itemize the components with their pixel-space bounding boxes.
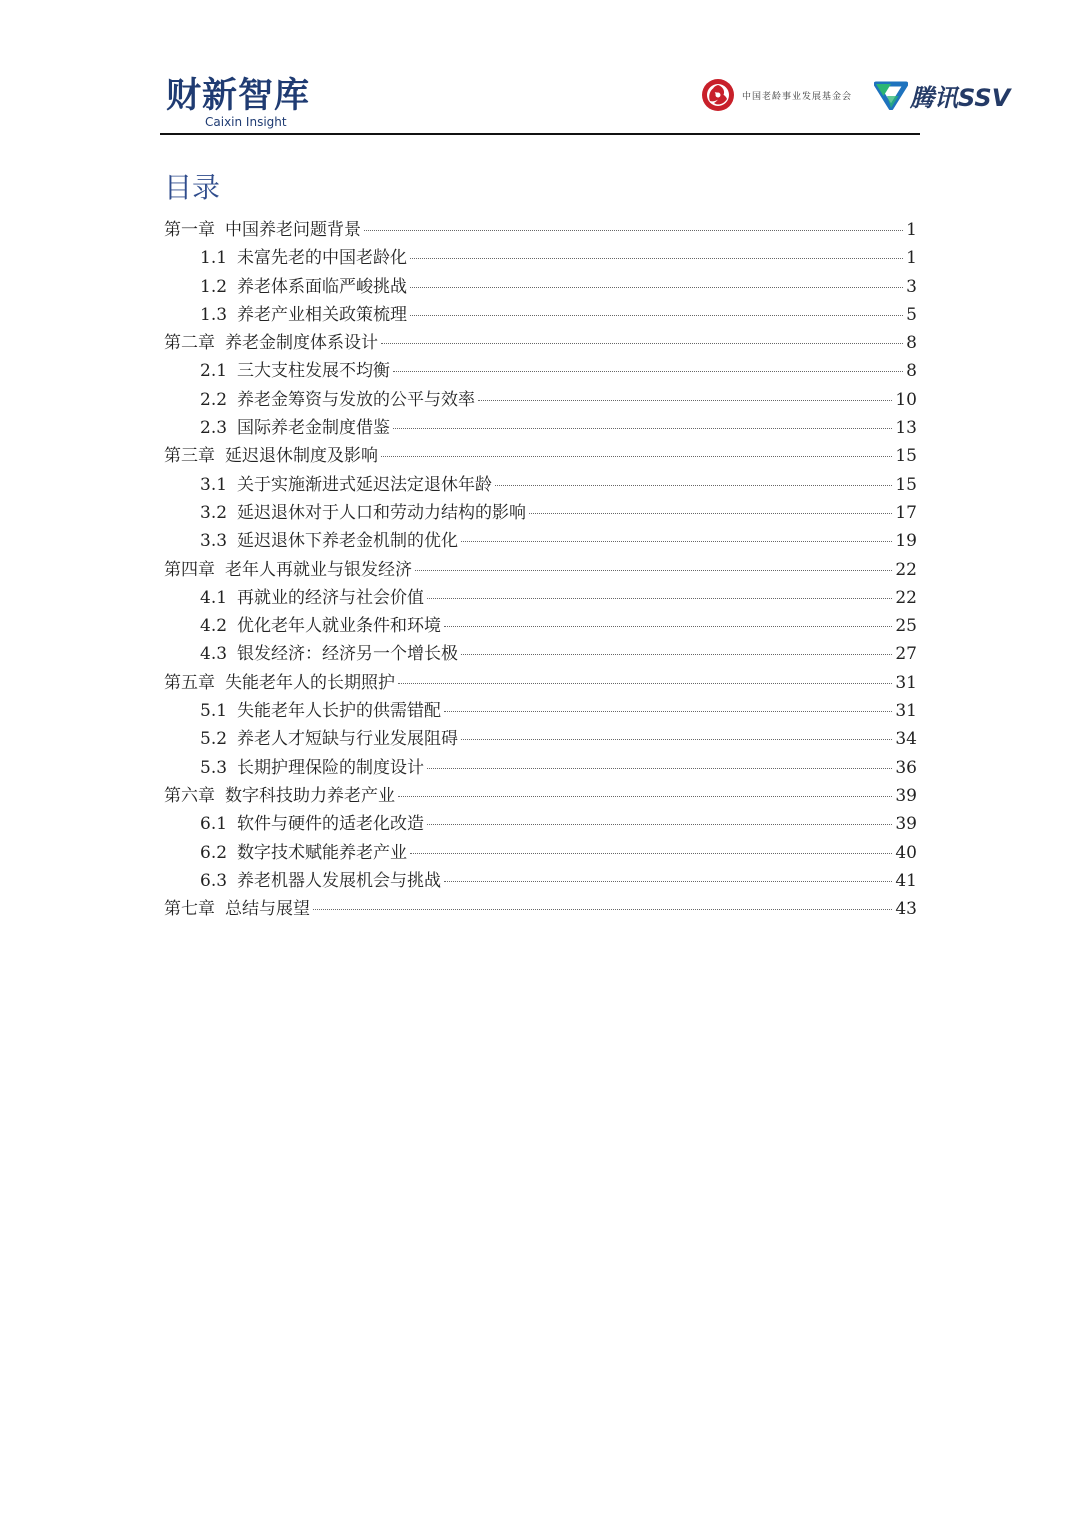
toc-dot-leader (393, 371, 903, 372)
brand-title: 财新智库 (166, 76, 311, 116)
toc-entry-title: 养老金制度体系设计 (225, 333, 378, 354)
toc-entry-number: 第六章 (164, 785, 215, 806)
page-header (160, 72, 1011, 134)
toc-entry-number: 2.2 (200, 389, 228, 410)
toc-entry-title: 养老产业相关政策梳理 (237, 304, 408, 325)
toc-entry-number: 6.1 (200, 814, 228, 835)
toc-section-entry[interactable] (164, 612, 917, 640)
tencent-name: 腾讯SSV (910, 83, 1011, 112)
toc-dot-leader (410, 853, 892, 854)
toc-section-entry[interactable] (164, 386, 917, 414)
toc-page-number: 8 (906, 333, 917, 354)
toc-page-number: 5 (906, 304, 917, 325)
toc-entry-title: 延迟退休下养老金机制的优化 (237, 531, 459, 552)
toc-page-number: 31 (895, 672, 917, 693)
tencent-logo (874, 78, 1010, 112)
toc-page-number: 40 (895, 842, 917, 863)
toc-dot-leader (461, 541, 892, 542)
toc-dot-leader (529, 513, 892, 514)
toc-entry-number: 3.3 (200, 531, 228, 552)
toc-entry-number: 3.2 (200, 502, 228, 523)
toc-entry-number: 4.3 (200, 644, 228, 665)
table-of-contents (164, 216, 917, 923)
toc-entry-number: 2.1 (200, 361, 228, 382)
toc-dot-leader (410, 258, 903, 259)
partner-logo (700, 78, 852, 112)
toc-entry-title: 数字技术赋能养老产业 (237, 842, 408, 863)
toc-entry-title: 养老体系面临严峻挑战 (237, 276, 408, 297)
header-divider (160, 133, 920, 135)
toc-entry-number: 1.1 (200, 248, 228, 269)
toc-dot-leader (381, 456, 892, 457)
toc-chapter-entry[interactable] (164, 442, 917, 470)
toc-section-entry[interactable] (164, 471, 917, 499)
toc-chapter-entry[interactable] (164, 669, 917, 697)
toc-page-number: 1 (906, 248, 917, 269)
toc-page-number: 27 (895, 644, 917, 665)
toc-entry-number: 第二章 (164, 333, 215, 354)
toc-section-entry[interactable] (164, 867, 917, 895)
toc-dot-leader (410, 315, 903, 316)
toc-entry-title: 中国养老问题背景 (225, 220, 361, 240)
toc-page-number: 17 (895, 502, 917, 523)
toc-dot-leader (381, 343, 903, 344)
partner-name: 中国老龄事业发展基金会 (742, 91, 853, 102)
toc-entry-number: 6.3 (200, 870, 228, 891)
toc-entry-title: 银发经济：经济另一个增长极 (237, 644, 459, 665)
toc-entry-title: 总结与展望 (225, 899, 310, 920)
toc-section-entry[interactable] (164, 527, 917, 555)
toc-title: 目录 (164, 171, 221, 204)
toc-section-entry[interactable] (164, 414, 917, 442)
toc-dot-leader (313, 909, 892, 910)
toc-entry-title: 延迟退休对于人口和劳动力结构的影响 (237, 502, 527, 523)
toc-dot-leader (427, 768, 892, 769)
toc-page-number: 41 (895, 870, 917, 891)
toc-page-number: 22 (895, 559, 917, 580)
toc-entry-number: 4.2 (200, 616, 228, 637)
toc-page-number: 25 (895, 616, 917, 637)
toc-page-number: 39 (895, 814, 917, 835)
toc-page-number: 36 (895, 757, 917, 778)
toc-entry-title: 优化老年人就业条件和环境 (237, 616, 442, 637)
toc-chapter-entry[interactable] (164, 782, 917, 810)
toc-entry-number: 第七章 (164, 899, 215, 920)
toc-entry-number: 2.3 (200, 418, 228, 439)
toc-page-number: 19 (895, 531, 917, 552)
toc-entry-number: 1.2 (200, 276, 228, 297)
toc-page-number: 10 (895, 389, 917, 410)
toc-dot-leader (364, 230, 903, 231)
foundation-emblem-icon (700, 77, 736, 113)
toc-entry-title: 养老机器人发展机会与挑战 (237, 870, 442, 891)
toc-chapter-entry[interactable] (164, 216, 917, 244)
toc-section-entry[interactable] (164, 810, 917, 838)
toc-chapter-entry[interactable] (164, 556, 917, 584)
toc-page-number: 13 (895, 418, 917, 439)
toc-page-number: 8 (906, 361, 917, 382)
toc-entry-title: 再就业的经济与社会价值 (237, 587, 425, 608)
toc-entry-title: 国际养老金制度借鉴 (237, 418, 391, 439)
toc-entry-number: 第三章 (164, 446, 215, 467)
toc-section-entry[interactable] (164, 301, 917, 329)
toc-dot-leader (427, 598, 892, 599)
toc-page-number: 31 (895, 701, 917, 722)
toc-entry-title: 失能老年人长护的供需错配 (237, 701, 442, 722)
brand-subtitle: Caixin Insight (205, 115, 287, 129)
toc-section-entry[interactable] (164, 640, 917, 668)
toc-page-number: 15 (895, 446, 917, 467)
toc-page-number: 15 (895, 474, 917, 495)
toc-entry-title: 老年人再就业与银发经济 (225, 559, 412, 580)
caixin-logo (166, 76, 310, 128)
toc-entry-title: 关于实施渐进式延迟法定退休年龄 (237, 474, 493, 495)
toc-entry-number: 4.1 (200, 587, 228, 608)
toc-chapter-entry[interactable] (164, 329, 917, 357)
toc-entry-title: 软件与硬件的适老化改造 (237, 814, 425, 835)
toc-page-number: 34 (895, 729, 917, 750)
toc-dot-leader (444, 711, 892, 712)
toc-dot-leader (495, 485, 892, 486)
toc-section-entry[interactable] (164, 273, 917, 301)
toc-section-entry[interactable] (164, 584, 917, 612)
toc-chapter-entry[interactable] (164, 895, 917, 923)
toc-dot-leader (478, 400, 892, 401)
toc-page-number: 43 (895, 899, 917, 920)
toc-dot-leader (398, 683, 892, 684)
toc-entry-number: 第五章 (164, 672, 215, 693)
toc-page-number: 39 (895, 785, 917, 806)
toc-dot-leader (461, 739, 892, 740)
toc-dot-leader (398, 796, 892, 797)
toc-entry-title: 养老人才短缺与行业发展阻碍 (237, 729, 459, 750)
tencent-ssv-mark-icon (874, 80, 908, 110)
toc-entry-number: 5.1 (200, 701, 228, 722)
toc-entry-title: 长期护理保险的制度设计 (237, 757, 425, 778)
toc-page-number: 3 (906, 276, 917, 297)
toc-page-number: 22 (895, 587, 917, 608)
toc-section-entry[interactable] (164, 697, 917, 725)
toc-page-number: 1 (906, 220, 917, 240)
toc-entry-number: 5.2 (200, 729, 228, 750)
toc-dot-leader (427, 824, 892, 825)
toc-entry-number: 第一章 (164, 220, 215, 240)
toc-entry-title: 养老金筹资与发放的公平与效率 (237, 389, 476, 410)
toc-entry-title: 失能老年人的长期照护 (225, 672, 395, 693)
toc-dot-leader (410, 287, 903, 288)
toc-section-entry[interactable] (164, 499, 917, 527)
toc-section-entry[interactable] (164, 244, 917, 272)
toc-entry-number: 1.3 (200, 304, 228, 325)
toc-entry-title: 三大支柱发展不均衡 (237, 361, 391, 382)
toc-section-entry[interactable] (164, 725, 917, 753)
toc-entry-number: 5.3 (200, 757, 228, 778)
toc-dot-leader (444, 881, 892, 882)
toc-dot-leader (415, 570, 892, 571)
toc-dot-leader (393, 428, 892, 429)
toc-entry-number: 3.1 (200, 474, 228, 495)
toc-section-entry[interactable] (164, 754, 917, 782)
toc-entry-title: 数字科技助力养老产业 (225, 785, 395, 806)
toc-entry-title: 未富先老的中国老龄化 (237, 248, 408, 269)
toc-dot-leader (461, 654, 892, 655)
toc-dot-leader (444, 626, 892, 627)
toc-section-entry[interactable] (164, 357, 917, 385)
toc-entry-number: 6.2 (200, 842, 228, 863)
toc-section-entry[interactable] (164, 839, 917, 867)
toc-entry-number: 第四章 (164, 559, 215, 580)
toc-entry-title: 延迟退休制度及影响 (225, 446, 378, 467)
